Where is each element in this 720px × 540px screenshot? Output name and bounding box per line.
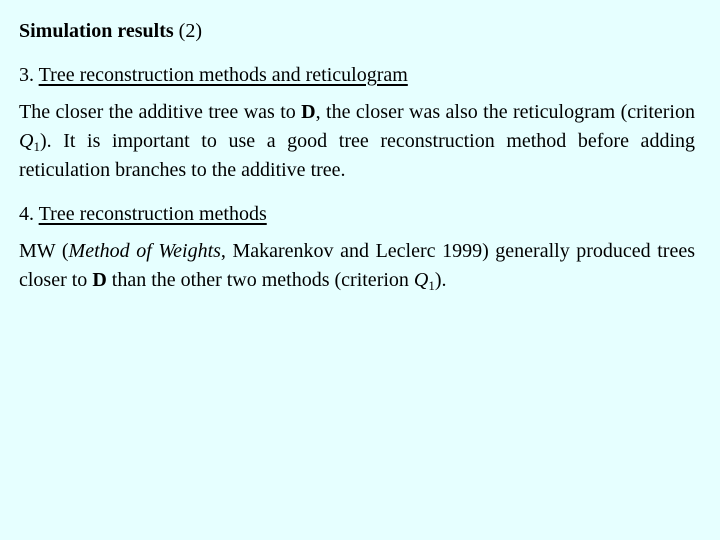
s3-text-1: The closer the additive tree was to: [19, 101, 302, 123]
slide: [19, 16, 695, 295]
title-suffix: (2): [173, 20, 202, 42]
s3-text-2: , the closer was also the reticulogram (criterion: [315, 101, 695, 123]
s4-text-4: ).: [434, 269, 447, 291]
s3-text-3: ). It is important to use a good tree reconstruction method before adding reticulation branches to the additive tree.: [19, 130, 695, 181]
section-4-number: 4.: [19, 203, 39, 225]
section-4-title: Tree reconstruction methods: [38, 203, 267, 225]
s4-criterion-q: Q: [413, 269, 429, 291]
section-4-heading: [19, 199, 695, 229]
s3-matrix-d: D: [301, 101, 316, 123]
s3-criterion-q: Q: [19, 130, 34, 152]
s4-text-1: MW (: [19, 240, 69, 262]
section-3-title: Tree reconstruction methods and reticulogram: [38, 64, 408, 86]
title-bold: Simulation results: [19, 20, 174, 42]
section-3-number: 3.: [19, 64, 39, 86]
section-3-heading: [19, 60, 695, 90]
section-3-paragraph: [19, 98, 695, 185]
slide-title: [19, 16, 695, 46]
s4-text-3: than the other two methods (criterion: [106, 269, 414, 291]
s4-matrix-d: D: [92, 269, 107, 291]
s3-criterion-subscript: 1: [33, 139, 40, 154]
s4-method-name: Method of Weights: [68, 240, 221, 262]
s4-criterion-subscript: 1: [428, 278, 435, 293]
s4-text-2: , Makarenkov and Leclerc 1999) generally produced trees closer to: [19, 240, 696, 291]
section-4-paragraph: [19, 237, 695, 295]
